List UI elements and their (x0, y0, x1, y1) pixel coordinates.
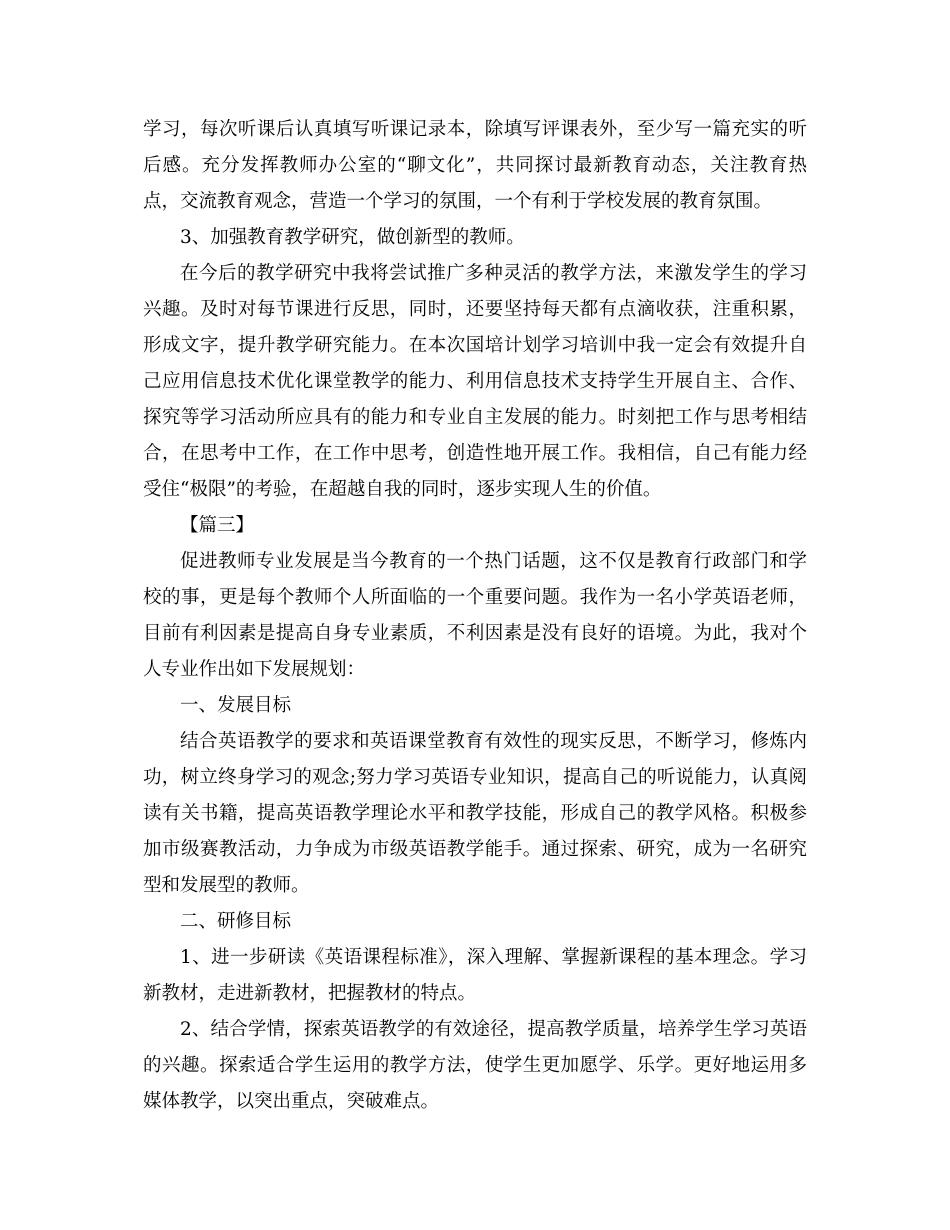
paragraph-study-goal-1: 1、进一步研读《英语课程标准》，深入理解、掌握新课程的基本理念。学习新教材，走进新教材，把握教材的特点。 (143, 947, 807, 1004)
section-title-part-three: 【篇三】 (180, 515, 255, 536)
paragraph-study-goal-2: 2、结合学情，探索英语教学的有效途径，提高教学质量，培养学生学习英语的兴趣。探索适合学生运用的教学方法，使学生更加愿学、乐学。更好地运用多媒体教学，以突出重点，突破难点。 (143, 1019, 807, 1112)
paragraph-development-goals: 结合英语教学的要求和英语课堂教育有效性的现实反思，不断学习，修炼内功，树立终身学习的观念;努力学习英语专业知识，提高自己的听说能力，认真阅读有关书籍，提高英语教学理论水平和教学技能，形成自己的教学风格。积极参加市级赛教活动，力争成为市级英语教学能手。通过探索、研究，成为一名研究型和发展型的教师。 (143, 731, 807, 896)
paragraph-research-plan: 在今后的教学研究中我将尝试推广多种灵活的教学方法，来激发学生的学习兴趣。及时对每节课进行反思，同时，还要坚持每天都有点滴收获，注重积累，形成文字，提升教学研究能力。在本次国培计划学习培训中我一定会有效提升自己应用信息技术优化课堂教学的能力、利用信息技术支持学生开展自主、合作、探究等学习活动所应具有的能力和专业自主发展的能力。时刻把工作与思考相结合，在思考中工作，在工作中思考，创造性地开展工作。我相信，自己有能力经受住“极限”的考验，在超越自我的同时，逐步实现人生的价值。 (143, 263, 807, 500)
heading-development-goals: 一、发展目标 (180, 695, 292, 716)
heading-study-goals: 二、研修目标 (180, 911, 292, 932)
document-body (143, 112, 807, 1120)
paragraph-intro: 促进教师专业发展是当今教育的一个热门话题，这不仅是教育行政部门和学校的事，更是每个教师个人所面临的一个重要问题。我作为一名小学英语老师，目前有利因素是提高自身专业素质，不利因素是没有良好的语境。为此，我对个人专业作出如下发展规划： (143, 551, 807, 680)
paragraph-continuation: 学习，每次听课后认真填写听课记录本，除填写评课表外，至少写一篇充实的听后感。充分发挥教师办公室的“聊文化”，共同探讨最新教育动态，关注教育热点，交流教育观念，营造一个学习的氛围，一个有利于学校发展的教育氛围。 (143, 119, 807, 212)
paragraph-heading-3: 3、加强教育教学研究，做创新型的教师。 (180, 227, 525, 248)
